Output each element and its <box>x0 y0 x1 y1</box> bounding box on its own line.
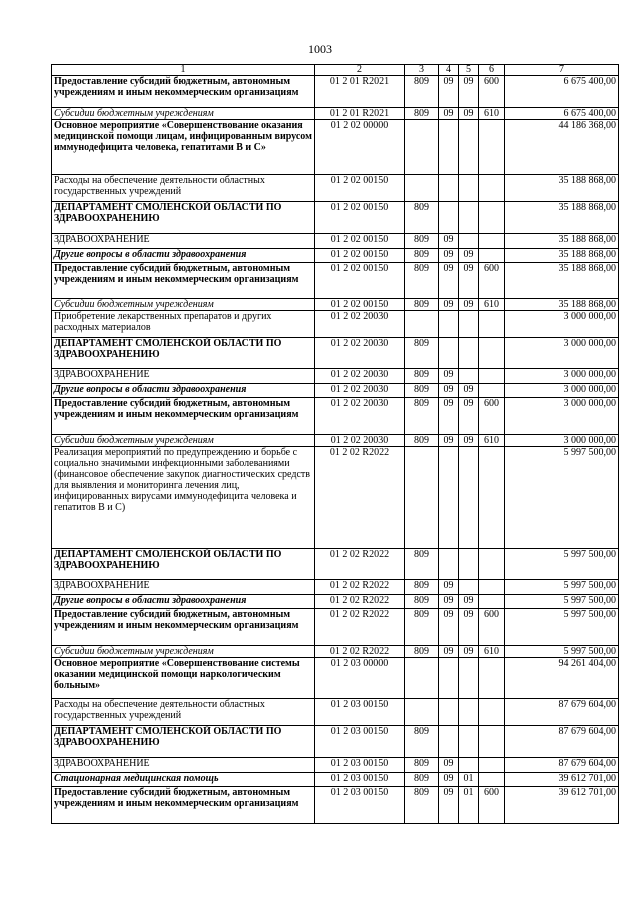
row-subsection-cell: 09 <box>459 76 479 108</box>
row-ministry-cell: 809 <box>405 609 439 646</box>
table-row <box>52 787 619 824</box>
table-row <box>52 202 619 234</box>
row-sum-cell: 6 675 400,00 <box>505 76 619 108</box>
row-code-cell: 01 2 03 00000 <box>315 658 405 699</box>
table-row <box>52 338 619 369</box>
row-ministry-cell <box>405 120 439 175</box>
table-row <box>52 398 619 435</box>
row-sum-cell: 35 188 868,00 <box>505 249 619 263</box>
column-header: 1 <box>52 65 315 76</box>
row-section-cell <box>439 549 459 580</box>
table-row <box>52 263 619 299</box>
row-sum-cell: 5 997 500,00 <box>505 646 619 658</box>
row-sum-cell: 3 000 000,00 <box>505 398 619 435</box>
row-code-cell: 01 2 02 20030 <box>315 435 405 447</box>
row-code-cell: 01 2 02 R2022 <box>315 447 405 549</box>
row-kind-cell <box>479 249 505 263</box>
row-subsection-cell: 09 <box>459 398 479 435</box>
table-row <box>52 699 619 726</box>
row-name-cell: Предоставление субсидий бюджетным, автономным учреждениям и иным некоммерческим организациям <box>52 263 315 299</box>
row-ministry-cell: 809 <box>405 108 439 120</box>
row-section-cell <box>439 338 459 369</box>
row-ministry-cell: 809 <box>405 234 439 249</box>
row-code-cell: 01 2 03 00150 <box>315 773 405 787</box>
row-sum-cell: 5 997 500,00 <box>505 609 619 646</box>
row-ministry-cell <box>405 658 439 699</box>
row-kind-cell <box>479 580 505 595</box>
table-body <box>52 65 619 824</box>
row-kind-cell <box>479 447 505 549</box>
row-ministry-cell: 809 <box>405 595 439 609</box>
row-section-cell: 09 <box>439 108 459 120</box>
table-row <box>52 595 619 609</box>
row-subsection-cell: 09 <box>459 646 479 658</box>
table-row <box>52 646 619 658</box>
row-section-cell <box>439 175 459 202</box>
row-sum-cell: 5 997 500,00 <box>505 549 619 580</box>
row-name-cell: Другие вопросы в области здравоохранения <box>52 249 315 263</box>
row-ministry-cell: 809 <box>405 580 439 595</box>
page-number: 1003 <box>308 42 332 56</box>
table-row <box>52 658 619 699</box>
row-subsection-cell <box>459 234 479 249</box>
row-name-cell: Расходы на обеспечение деятельности областных государственных учреждений <box>52 175 315 202</box>
row-sum-cell: 87 679 604,00 <box>505 699 619 726</box>
row-code-cell: 01 2 03 00150 <box>315 787 405 824</box>
table-row <box>52 76 619 108</box>
row-kind-cell <box>479 658 505 699</box>
table-row <box>52 580 619 595</box>
row-section-cell: 09 <box>439 263 459 299</box>
row-code-cell: 01 2 03 00150 <box>315 726 405 758</box>
row-kind-cell <box>479 699 505 726</box>
row-code-cell: 01 2 03 00150 <box>315 699 405 726</box>
table-row <box>52 435 619 447</box>
row-ministry-cell: 809 <box>405 369 439 384</box>
row-section-cell: 09 <box>439 580 459 595</box>
row-section-cell: 09 <box>439 384 459 398</box>
row-sum-cell: 3 000 000,00 <box>505 384 619 398</box>
row-name-cell: Предоставление субсидий бюджетным, автономным учреждениям и иным некоммерческим организациям <box>52 398 315 435</box>
row-kind-cell: 600 <box>479 398 505 435</box>
row-sum-cell: 87 679 604,00 <box>505 726 619 758</box>
row-section-cell: 09 <box>439 646 459 658</box>
row-name-cell: ЗДРАВООХРАНЕНИЕ <box>52 234 315 249</box>
column-header: 2 <box>315 65 405 76</box>
row-name-cell: Другие вопросы в области здравоохранения <box>52 595 315 609</box>
row-subsection-cell <box>459 447 479 549</box>
row-ministry-cell <box>405 311 439 338</box>
row-name-cell: Субсидии бюджетным учреждениям <box>52 435 315 447</box>
row-code-cell: 01 2 02 00000 <box>315 120 405 175</box>
row-section-cell <box>439 658 459 699</box>
row-sum-cell: 44 186 368,00 <box>505 120 619 175</box>
row-sum-cell: 5 997 500,00 <box>505 447 619 549</box>
row-section-cell: 09 <box>439 758 459 773</box>
row-sum-cell: 39 612 701,00 <box>505 787 619 824</box>
row-subsection-cell: 09 <box>459 609 479 646</box>
row-subsection-cell: 01 <box>459 787 479 824</box>
row-ministry-cell: 809 <box>405 773 439 787</box>
budget-table <box>51 64 619 824</box>
row-section-cell: 09 <box>439 595 459 609</box>
row-ministry-cell: 809 <box>405 384 439 398</box>
row-subsection-cell: 09 <box>459 595 479 609</box>
table-row <box>52 120 619 175</box>
row-kind-cell: 610 <box>479 108 505 120</box>
row-name-cell: Субсидии бюджетным учреждениям <box>52 646 315 658</box>
row-kind-cell: 600 <box>479 263 505 299</box>
row-kind-cell <box>479 595 505 609</box>
row-subsection-cell <box>459 658 479 699</box>
row-subsection-cell <box>459 580 479 595</box>
row-sum-cell: 35 188 868,00 <box>505 263 619 299</box>
column-header: 3 <box>405 65 439 76</box>
row-ministry-cell: 809 <box>405 338 439 369</box>
row-ministry-cell: 809 <box>405 263 439 299</box>
row-kind-cell <box>479 758 505 773</box>
row-code-cell: 01 2 02 R2022 <box>315 595 405 609</box>
row-kind-cell <box>479 175 505 202</box>
row-kind-cell <box>479 234 505 249</box>
table-row <box>52 108 619 120</box>
column-header: 4 <box>439 65 459 76</box>
table-header-row <box>52 65 619 76</box>
row-sum-cell: 5 997 500,00 <box>505 580 619 595</box>
row-section-cell: 09 <box>439 76 459 108</box>
row-code-cell: 01 2 02 20030 <box>315 338 405 369</box>
row-subsection-cell <box>459 549 479 580</box>
table-row <box>52 773 619 787</box>
row-sum-cell: 3 000 000,00 <box>505 338 619 369</box>
row-sum-cell: 35 188 868,00 <box>505 202 619 234</box>
row-sum-cell: 35 188 868,00 <box>505 234 619 249</box>
row-subsection-cell <box>459 311 479 338</box>
row-subsection-cell: 09 <box>459 249 479 263</box>
row-code-cell: 01 2 02 00150 <box>315 175 405 202</box>
row-ministry-cell: 809 <box>405 435 439 447</box>
row-sum-cell: 3 000 000,00 <box>505 435 619 447</box>
row-subsection-cell: 09 <box>459 384 479 398</box>
row-ministry-cell: 809 <box>405 299 439 311</box>
table-row <box>52 311 619 338</box>
row-code-cell: 01 2 01 R2021 <box>315 108 405 120</box>
row-sum-cell: 3 000 000,00 <box>505 369 619 384</box>
row-name-cell: ЗДРАВООХРАНЕНИЕ <box>52 580 315 595</box>
row-kind-cell <box>479 384 505 398</box>
row-section-cell: 09 <box>439 435 459 447</box>
row-kind-cell <box>479 369 505 384</box>
row-kind-cell <box>479 311 505 338</box>
row-sum-cell: 39 612 701,00 <box>505 773 619 787</box>
row-code-cell: 01 2 03 00150 <box>315 758 405 773</box>
row-sum-cell: 35 188 868,00 <box>505 299 619 311</box>
row-code-cell: 01 2 02 00150 <box>315 202 405 234</box>
row-subsection-cell: 09 <box>459 299 479 311</box>
row-name-cell: Основное мероприятие «Совершенствование оказания медицинской помощи лицам, инфицированным вирусом иммунодефицита человека, гепатитами В и С» <box>52 120 315 175</box>
table-row <box>52 726 619 758</box>
row-subsection-cell <box>459 699 479 726</box>
row-code-cell: 01 2 02 R2022 <box>315 549 405 580</box>
table-row <box>52 447 619 549</box>
row-ministry-cell <box>405 175 439 202</box>
row-sum-cell: 6 675 400,00 <box>505 108 619 120</box>
row-ministry-cell <box>405 447 439 549</box>
row-section-cell <box>439 202 459 234</box>
row-name-cell: Субсидии бюджетным учреждениям <box>52 299 315 311</box>
row-subsection-cell <box>459 369 479 384</box>
row-name-cell: ДЕПАРТАМЕНТ СМОЛЕНСКОЙ ОБЛАСТИ ПО ЗДРАВООХРАНЕНИЮ <box>52 726 315 758</box>
row-name-cell: Субсидии бюджетным учреждениям <box>52 108 315 120</box>
row-subsection-cell <box>459 726 479 758</box>
row-code-cell: 01 2 02 R2022 <box>315 609 405 646</box>
row-kind-cell <box>479 120 505 175</box>
row-kind-cell <box>479 773 505 787</box>
row-section-cell: 09 <box>439 609 459 646</box>
row-ministry-cell: 809 <box>405 726 439 758</box>
table-row <box>52 549 619 580</box>
row-ministry-cell: 809 <box>405 202 439 234</box>
row-subsection-cell <box>459 202 479 234</box>
column-header: 7 <box>505 65 619 76</box>
row-code-cell: 01 2 02 00150 <box>315 299 405 311</box>
row-subsection-cell: 09 <box>459 263 479 299</box>
row-kind-cell: 600 <box>479 76 505 108</box>
row-code-cell: 01 2 02 20030 <box>315 369 405 384</box>
row-subsection-cell <box>459 120 479 175</box>
row-section-cell: 09 <box>439 398 459 435</box>
row-sum-cell: 87 679 604,00 <box>505 758 619 773</box>
row-kind-cell <box>479 202 505 234</box>
row-section-cell: 09 <box>439 369 459 384</box>
row-name-cell: ДЕПАРТАМЕНТ СМОЛЕНСКОЙ ОБЛАСТИ ПО ЗДРАВООХРАНЕНИЮ <box>52 202 315 234</box>
row-name-cell: Предоставление субсидий бюджетным, автономным учреждениям и иным некоммерческим организациям <box>52 787 315 824</box>
row-code-cell: 01 2 02 00150 <box>315 234 405 249</box>
row-kind-cell <box>479 549 505 580</box>
row-kind-cell: 600 <box>479 787 505 824</box>
row-subsection-cell <box>459 175 479 202</box>
row-name-cell: ДЕПАРТАМЕНТ СМОЛЕНСКОЙ ОБЛАСТИ ПО ЗДРАВООХРАНЕНИЮ <box>52 338 315 369</box>
row-sum-cell: 3 000 000,00 <box>505 311 619 338</box>
row-name-cell: Другие вопросы в области здравоохранения <box>52 384 315 398</box>
table-row <box>52 299 619 311</box>
row-kind-cell: 610 <box>479 646 505 658</box>
row-section-cell: 09 <box>439 299 459 311</box>
row-subsection-cell <box>459 338 479 369</box>
row-ministry-cell: 809 <box>405 249 439 263</box>
row-section-cell: 09 <box>439 787 459 824</box>
row-ministry-cell: 809 <box>405 398 439 435</box>
row-name-cell: Реализация мероприятий по предупреждению и борьбе с социально значимыми инфекционными заболеваниями (финансовое обеспечение закупок диагностических средств для выявления и мониторинга лечения лиц, инфицированных вирусами иммунодефицита человека и гепатитов В и С) <box>52 447 315 549</box>
row-code-cell: 01 2 02 R2022 <box>315 580 405 595</box>
row-code-cell: 01 2 02 00150 <box>315 249 405 263</box>
row-section-cell <box>439 726 459 758</box>
column-header: 5 <box>459 65 479 76</box>
row-subsection-cell: 01 <box>459 773 479 787</box>
row-ministry-cell: 809 <box>405 646 439 658</box>
row-code-cell: 01 2 02 20030 <box>315 311 405 338</box>
row-name-cell: ДЕПАРТАМЕНТ СМОЛЕНСКОЙ ОБЛАСТИ ПО ЗДРАВООХРАНЕНИЮ <box>52 549 315 580</box>
row-section-cell <box>439 699 459 726</box>
table-row <box>52 175 619 202</box>
row-ministry-cell <box>405 699 439 726</box>
row-sum-cell: 5 997 500,00 <box>505 595 619 609</box>
row-subsection-cell: 09 <box>459 435 479 447</box>
row-section-cell <box>439 311 459 338</box>
row-kind-cell: 610 <box>479 299 505 311</box>
row-name-cell: Расходы на обеспечение деятельности областных государственных учреждений <box>52 699 315 726</box>
row-sum-cell: 35 188 868,00 <box>505 175 619 202</box>
row-name-cell: ЗДРАВООХРАНЕНИЕ <box>52 369 315 384</box>
row-code-cell: 01 2 01 R2021 <box>315 76 405 108</box>
row-section-cell <box>439 447 459 549</box>
row-name-cell: Приобретение лекарственных препаратов и других расходных материалов <box>52 311 315 338</box>
row-code-cell: 01 2 02 20030 <box>315 398 405 435</box>
table-row <box>52 234 619 249</box>
row-ministry-cell: 809 <box>405 76 439 108</box>
row-section-cell <box>439 120 459 175</box>
row-ministry-cell: 809 <box>405 549 439 580</box>
table-row <box>52 609 619 646</box>
table-row <box>52 758 619 773</box>
row-code-cell: 01 2 02 20030 <box>315 384 405 398</box>
row-kind-cell: 610 <box>479 435 505 447</box>
row-subsection-cell: 09 <box>459 108 479 120</box>
table-row <box>52 249 619 263</box>
row-name-cell: Стационарная медицинская помощь <box>52 773 315 787</box>
row-name-cell: Предоставление субсидий бюджетным, автономным учреждениям и иным некоммерческим организациям <box>52 76 315 108</box>
row-code-cell: 01 2 02 R2022 <box>315 646 405 658</box>
row-kind-cell: 600 <box>479 609 505 646</box>
row-subsection-cell <box>459 758 479 773</box>
row-code-cell: 01 2 02 00150 <box>315 263 405 299</box>
row-section-cell: 09 <box>439 773 459 787</box>
row-section-cell: 09 <box>439 234 459 249</box>
row-name-cell: Предоставление субсидий бюджетным, автономным учреждениям и иным некоммерческим организациям <box>52 609 315 646</box>
row-sum-cell: 94 261 404,00 <box>505 658 619 699</box>
table-row <box>52 384 619 398</box>
column-header: 6 <box>479 65 505 76</box>
row-name-cell: ЗДРАВООХРАНЕНИЕ <box>52 758 315 773</box>
row-name-cell: Основное мероприятие «Совершенствование системы оказании медицинской помощи наркологическим больным» <box>52 658 315 699</box>
row-kind-cell <box>479 338 505 369</box>
row-section-cell: 09 <box>439 249 459 263</box>
row-ministry-cell: 809 <box>405 787 439 824</box>
row-ministry-cell: 809 <box>405 758 439 773</box>
table-row <box>52 369 619 384</box>
row-kind-cell <box>479 726 505 758</box>
